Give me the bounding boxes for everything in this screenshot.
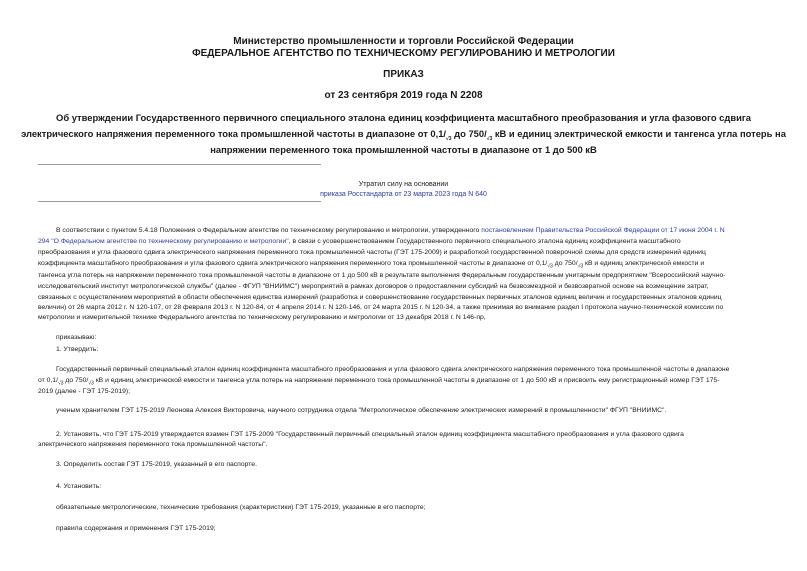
text: приказываю: bbox=[56, 334, 97, 341]
paragraph-line: исследовательский институт метрологической службы" (далее - ФГУП "ВНИИМС") мероприятий в рамках договоров о предоставлении субсидий на безвозмездной и безвозвратной основе на возмещение затрат, bbox=[38, 283, 709, 290]
paragraph-line: метрологии и измерительной технике Федерального агентства по техническому регулированию и метрологии от 13 декабря 2018 г. N 146-пр, bbox=[38, 314, 486, 321]
requirement-2 bbox=[38, 524, 769, 534]
item-1-text: 2019 (далее - ГЭТ 175-2019); bbox=[38, 388, 131, 395]
document-type: ПРИКАЗ bbox=[383, 69, 424, 80]
sqrt3-symbol: √3 bbox=[486, 135, 493, 142]
text: Государственный первичный специальный эталон единиц коэффициента масштабного преобразования и угла фазового сдвига электрического напряжения переменного тока промышленной частоты в диапазоне bbox=[56, 366, 730, 373]
text: кВ и единиц электрической емкости и тангенса угла потерь на напряжении переменного тока промышленной частоты в диапазоне от 1 до 500 кВ и присвоить ему регистрационный номер ГЭТ 175- bbox=[93, 377, 720, 384]
text: до 750/ bbox=[552, 260, 578, 267]
title-text: до 750/ bbox=[451, 128, 487, 139]
item-1-text bbox=[38, 376, 769, 386]
text: правила содержания и применения ГЭТ 175-2019; bbox=[56, 525, 216, 532]
document-title-line-1: Об утверждении Государственного первичного специального эталона единиц коэффициента масштабного преобразования и угла фазового сдвига bbox=[56, 112, 751, 123]
keeper-appointment bbox=[38, 406, 769, 416]
requirement-1 bbox=[38, 503, 769, 513]
item-2: электрического напряжения переменного тока промышленной частоты". bbox=[38, 441, 268, 448]
government-decree-link[interactable]: постановлением Правительства Российской Федерации от 17 июня 2004 г. N bbox=[481, 227, 725, 234]
sqrt3-symbol: √3 bbox=[446, 135, 452, 142]
paragraph-line: величин) от 26 марта 2012 г. N 120-107, от 28 февраля 2013 г. N 120-84, от 4 апреля 2014 г. N 120-146, от 24 марта 2015 г. N 120-34, а также принимая во внимание раздел I протокола научно-технической комиссии по bbox=[38, 304, 724, 311]
government-decree-link[interactable]: 294 "О Федеральном агентстве по техническому регулированию и метрологии" bbox=[38, 238, 289, 245]
sqrt3-symbol: √3 bbox=[547, 263, 553, 270]
text: обязательные метрологические, технические требования (характеристики) ГЭТ 175-2019, указанные в его паспорте; bbox=[56, 504, 426, 511]
title-text: электрического напряжения переменного тока промышленной частоты в диапазоне от 0,1/ bbox=[21, 128, 447, 139]
item-3 bbox=[38, 460, 769, 470]
sqrt3-symbol: √3 bbox=[57, 380, 64, 387]
document-title-line-2 bbox=[0, 126, 807, 142]
text: ученым хранителем ГЭТ 175-2019 Леонова Алексея Викторовича, научного сотрудника отдела "Метрологическое обеспечение электрических измерений в промышленности" ФГУП "ВНИИМС". bbox=[56, 407, 667, 414]
text: кВ и единиц электрической емкости и bbox=[583, 260, 705, 267]
lost-force-link[interactable]: приказа Росстандарта от 23 марта 2023 года N 640 bbox=[320, 191, 487, 198]
paragraph-line bbox=[38, 237, 769, 247]
text: , в связи с усовершенствованием Государственного первичного специального эталона единиц коэффициента масштабного bbox=[288, 238, 681, 245]
text: 4. Установить: bbox=[56, 483, 102, 490]
sqrt3-symbol: √3 bbox=[88, 380, 94, 387]
item-4 bbox=[38, 482, 769, 492]
text: В соответствии с пунктом 5.4.18 Положения о Федеральном агентстве по техническому регулированию и метрологии, утвержденного bbox=[56, 227, 482, 234]
text: 3. Определить состав ГЭТ 175-2019, указанный в его паспорте. bbox=[56, 461, 257, 468]
document-title-line-3: напряжении переменного тока промышленной частоты в диапазоне от 1 до 500 кВ bbox=[210, 144, 597, 155]
document-date-number: от 23 сентября 2019 года N 2208 bbox=[324, 90, 483, 101]
divider bbox=[38, 164, 321, 165]
paragraph-line: тангенса угла потерь на напряжении переменного тока промышленной частоты в диапазоне от 1 до 500 кВ в результате выполнения Федеральным государственным унитарным предприятием "Всероссийский научно- bbox=[38, 272, 726, 279]
lost-force-note: Утратил силу на основании bbox=[358, 181, 449, 188]
sqrt3-symbol: √3 bbox=[577, 263, 584, 270]
title-text: кВ и единиц электрической емкости и тангенса угла потерь на bbox=[492, 128, 786, 139]
text: коэффициента масштабного преобразования и угла фазового сдвига электрического напряжения переменного тока промышленной частоты в диапазоне от 0,1/ bbox=[38, 260, 548, 267]
paragraph-line: связанных с осуществлением мероприятий в области обеспечения единства измерений (разработка и совершенствование государственных первичных эталонов единиц величин и государственных эталонов единиц bbox=[38, 294, 722, 301]
divider bbox=[38, 201, 321, 202]
text: до 750/ bbox=[63, 377, 89, 384]
item-1 bbox=[38, 345, 769, 355]
paragraph-line: преобразования и угла фазового сдвига электрического напряжения переменного тока промышленной частоты (ГЭТ 175-2009) и разработкой государственной поверочной схемы для средств измерений единиц bbox=[38, 249, 706, 256]
ministry-name: Министерство промышленности и торговли Российской Федерации bbox=[233, 36, 574, 47]
paragraph-line bbox=[38, 226, 769, 236]
order-phrase bbox=[38, 333, 769, 343]
item-2 bbox=[38, 430, 769, 440]
item-1-text bbox=[38, 365, 769, 375]
paragraph-line bbox=[38, 259, 769, 269]
text: 1. Утвердить: bbox=[56, 346, 99, 353]
text: 2. Установить, что ГЭТ 175-2019 утверждается взамен ГЭТ 175-2009 "Государственный первичный специальный эталон единиц коэффициента масштабного преобразования и угла фазового сдвига bbox=[56, 431, 684, 438]
agency-name: ФЕДЕРАЛЬНОЕ АГЕНТСТВО ПО ТЕХНИЧЕСКОМУ РЕГУЛИРОВАНИЮ И МЕТРОЛОГИИ bbox=[192, 48, 615, 59]
text: от 0,1/ bbox=[38, 377, 58, 384]
